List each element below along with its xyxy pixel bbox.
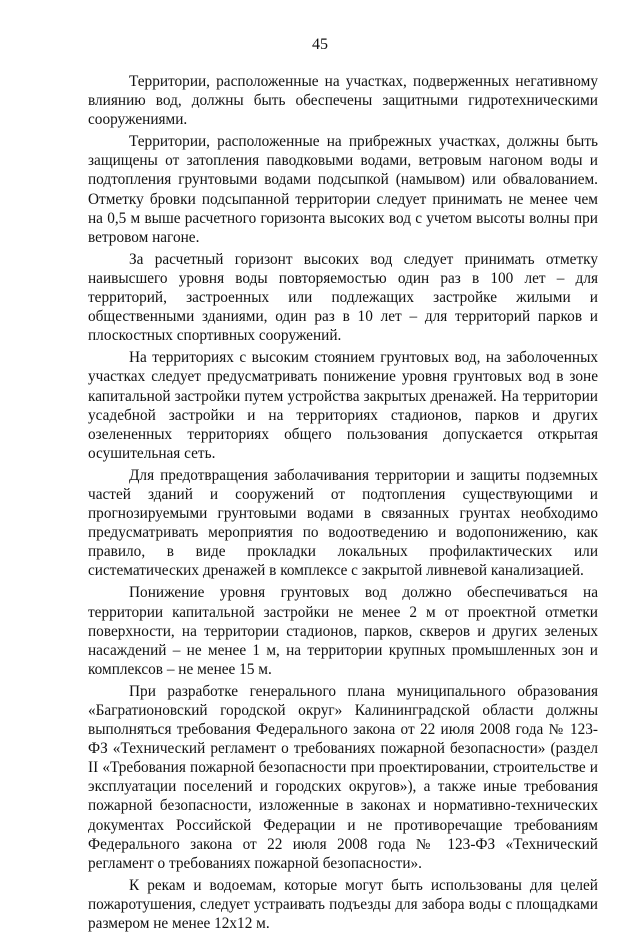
paragraph-groundwater-depth: Понижение уровня грунтовых вод должно обеспечиваться на территории капитальной застройки не менее 2 м от проектной отметки поверхности, на территории стадионов, парков, скверов и других зеленых насаждений – не менее 1 м, на территории крупных промышленных зон и комплексов – не менее 15 м. <box>88 584 598 678</box>
document-body <box>88 72 598 936</box>
paragraph-fire-water-access: К рекам и водоемам, которые могут быть использованы для целей пожаротушения, следует устраивать подъезды для забора воды с площадками размером не менее 12х12 м. <box>88 876 598 933</box>
paragraph-waterlogging-prevention: Для предотвращения заболачивания территории и защиты подземных частей зданий и сооружений от подтопления существующими и прогнозируемыми грунтовыми водами в связанных грунтах необходимо предусматривать мероприятия по водоотведению и водопонижению, как правило, в виде прокладки локальных профилактических или систематических дренажей в комплексе с закрытой ливневой канализацией. <box>88 466 598 580</box>
paragraph-coastal-protection: Территории, расположенные на прибрежных участках, должны быть защищены от затопления паводковыми водами, ветровым нагоном воды и подтопления грунтовыми водами подсыпкой (намывом) или обвалованием. Отметку бровки подсыпанной территории следует принимать не менее чем на 0,5 м выше расчетного горизонта высоких вод с учетом высоты волны при ветровом нагоне. <box>88 133 598 246</box>
paragraph-flood-protection: Территории, расположенные на участках, подверженных негативному влиянию вод, должны быть обеспечены защитными гидротехническими сооружениями. <box>88 73 598 129</box>
paragraph-high-water-horizon: За расчетный горизонт высоких вод следует принимать отметку наивысшего уровня воды повторяемостью один раз в 100 лет – для территорий, застроенных или подлежащих застройке жилыми и общественными зданиями, один раз в 10 лет – для территорий парков и плоскостных спортивных сооружений. <box>88 250 598 345</box>
paragraph-groundwater-lowering: На территориях с высоким стоянием грунтовых вод, на заболоченных участках следует предусматривать понижение уровня грунтовых вод в зоне капитальной застройки путем устройства закрытых дренажей. На территории усадебной застройки и на территориях стадионов, парков и других озелененных территориях общего пользования допускается открытая осушительная сеть. <box>88 349 598 462</box>
page-number: 45 <box>312 36 328 53</box>
paragraph-fire-safety-requirements: При разработке генерального плана муниципального образования «Багратионовский городской округ» Калининградской области должны выполняться требования Федерального закона от 22 июля 2008 года № 123-ФЗ «Технический регламент о требованиях пожарной безопасности» (раздел II «Требования пожарной безопасности при проектировании, строительстве и эксплуатации поселений и городских округов»), а также иные требования пожарной безопасности, изложенные в законах и нормативно-технических документах Российской Федерации и не противоречащие требованиям Федерального закона от 22 июля 2008 года № 123-ФЗ «Технический регламент о требованиях пожарной безопасности». <box>88 682 598 872</box>
